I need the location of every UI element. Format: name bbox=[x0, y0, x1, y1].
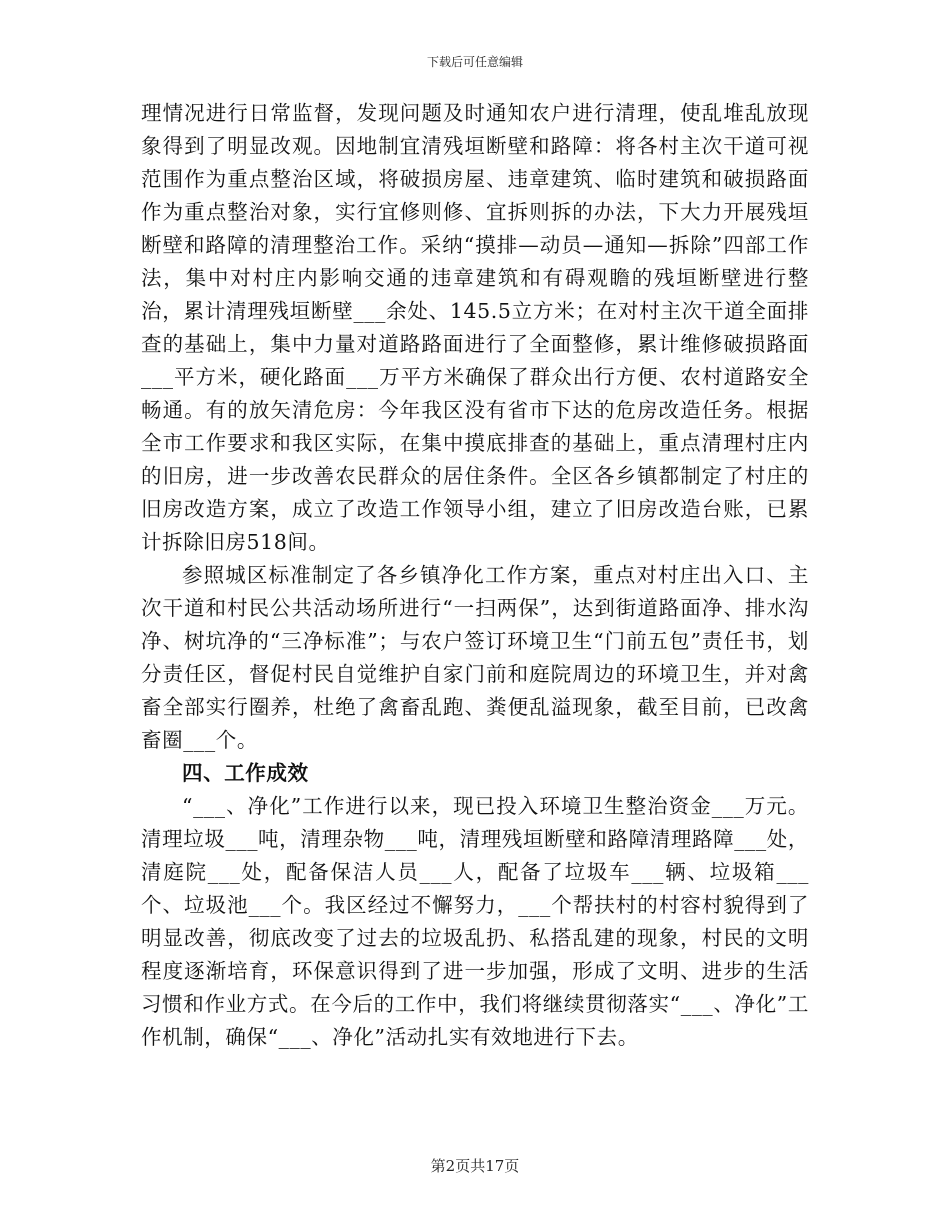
paragraph-continued: 理情况进行日常监督，发现问题及时通知农户进行清理，使乱堆乱放现象得到了明显改观。因地制宜清残垣断壁和路障：将各村主次干道可视范围作为重点整治区域，将破损房屋、违章建筑、临时建筑和破损路面作为重点整治对象，实行宜修则修、宜拆则拆的办法，下大力开展残垣断壁和路障的清理整治工作。采纳“摸排—动员—通知—拆除”四部工作法，集中对村庄内影响交通的违章建筑和有碍观瞻的残垣断壁进行整治，累计清理残垣断壁___余处、145.5立方米；在对村主次干道全面排查的基础上，集中力量对道路路面进行了全面整修，累计维修破损路面___平方米，硬化路面___万平方米确保了群众出行方便、农村道路安全畅通。有的放矢清危房：今年我区没有省市下达的危房改造任务。根据全市工作要求和我区实际，在集中摸底排查的基础上，重点清理村庄内的旧房，进一步改善农民群众的居住条件。全区各乡镇都制定了村庄的旧房改造方案，成立了改造工作领导小组，建立了旧房改造台账，已累计拆除旧房518间。 bbox=[141, 101, 809, 554]
paragraph-results: “___、净化”工作进行以来，现已投入环境卫生整治资金___万元。清理垃圾___吨，清理杂物___吨，清理残垣断壁和路障清理路障___处，清庭院___处，配备保洁人员___人，配备了垃圾车___辆、垃圾箱___个、垃圾池___个。我区经过不懈努力，___个帮扶村的村容村貌得到了明显改善，彻底改变了过去的垃圾乱扔、私搭乱建的现象，村民的文明程度逐渐培育，环保意识得到了进一步加强，形成了文明、进步的生活习惯和作业方式。在今后的工作中，我们将继续贯彻落实“___、净化”工作机制，确保“___、净化”活动扎实有效地进行下去。 bbox=[141, 794, 809, 1049]
paragraph-purification: 参照城区标准制定了各乡镇净化工作方案，重点对村庄出入口、主次干道和村民公共活动场所进行“一扫两保”，达到街道路面净、排水沟净、树坑净的“三净标准”；与农户签订环境卫生“门前五包”责任书，划分责任区，督促村民自觉维护自家门前和庭院周边的环境卫生，并对禽畜全部实行圈养，杜绝了禽畜乱跑、粪便乱溢现象，截至目前，已改禽畜圈___个。 bbox=[141, 563, 809, 752]
page-footer: 第2页共17页 bbox=[430, 1157, 520, 1175]
document-body bbox=[141, 97, 809, 1054]
section-heading: 四、工作成效 bbox=[182, 761, 309, 785]
page-header: 下载后可任意编辑 bbox=[426, 55, 523, 69]
